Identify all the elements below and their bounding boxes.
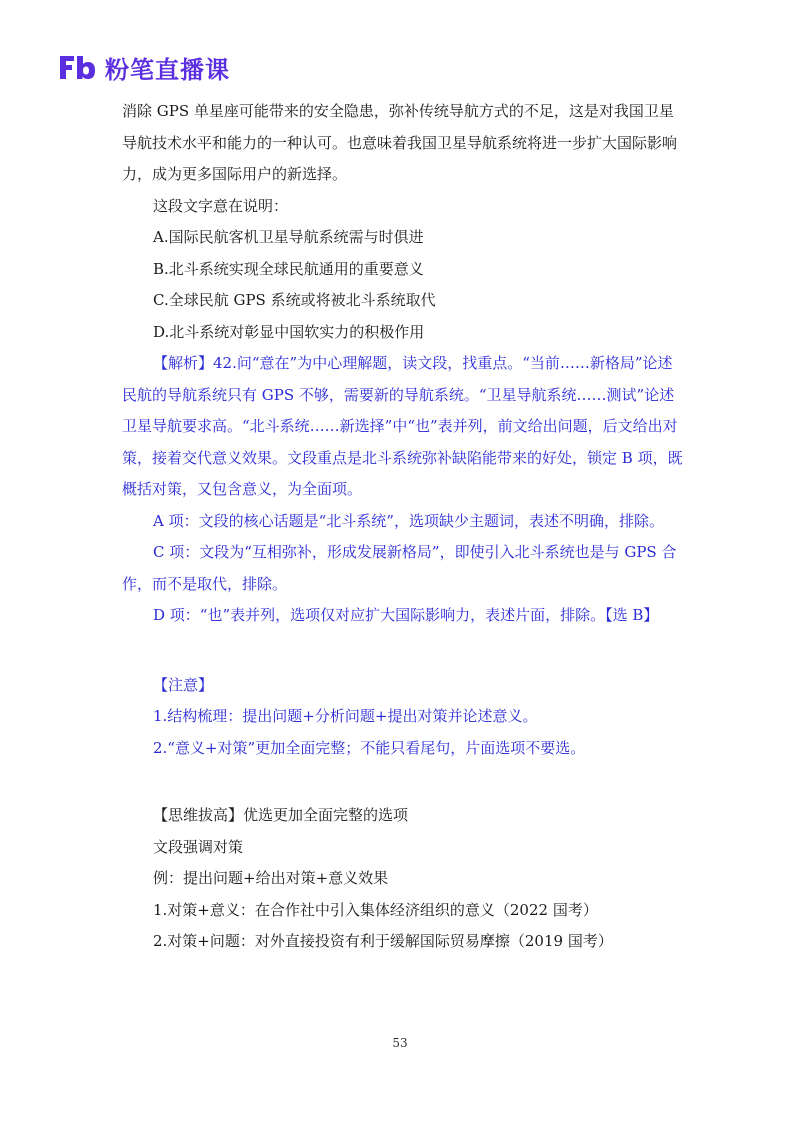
- thinking-title: 【思维拔高】优选更加全面完整的选项: [153, 806, 409, 824]
- note-item: 2.“意义+对策”更加全面完整；不能只看尾句，片面选项不要选。: [153, 738, 586, 757]
- brand-name: 粉笔直播课: [105, 55, 230, 84]
- page-number: 53: [392, 1036, 408, 1050]
- thinking-item: 2.对策+问题：对外直接投资有利于缓解国际贸易摩擦（2019 国考）: [153, 932, 613, 950]
- note-item: 1.结构梳理：提出问题+分析问题+提出对策并论述意义。: [153, 707, 538, 725]
- thinking-item: 1.对策+意义：在合作社中引入集体经济组织的意义（2022 国考）: [153, 900, 598, 919]
- document-body: [122, 96, 684, 958]
- option-c-analysis: C 项：文段为“互相弥补，形成发展新格局”，即使引入北斗系统也是与 GPS 合作，而不是取代，排除。: [122, 543, 677, 593]
- thinking-example: 例：提出问题+给出对策+意义效果: [153, 869, 389, 887]
- option-a: A.国际民航客机卫星导航系统需与时俱进: [153, 228, 424, 246]
- option-c: C.全球民航 GPS 系统或将被北斗系统取代: [153, 291, 436, 309]
- thinking-subtitle: 文段强调对策: [153, 837, 244, 856]
- fenbi-logo-icon: [57, 52, 97, 82]
- option-b: B.北斗系统实现全球民航通用的重要意义: [153, 259, 424, 278]
- note-title: 【注意】: [153, 675, 214, 694]
- spacer: [122, 764, 684, 800]
- option-a-analysis: A 项：文段的核心话题是“北斗系统”，选项缺少主题词，表述不明确，排除。: [153, 511, 664, 530]
- question-stem: 这段文字意在说明：: [153, 196, 289, 215]
- spacer: [122, 632, 684, 670]
- option-d: D.北斗系统对彰显中国软实力的积极作用: [153, 322, 425, 341]
- header: [57, 50, 230, 84]
- passage-text: 消除 GPS 单星座可能带来的安全隐患，弥补传统导航方式的不足，这是对我国卫星导航技术水平和能力的一种认可。也意味着我国卫星导航系统将进一步扩大国际影响力，成为更多国际用户的新选择。: [122, 102, 678, 183]
- analysis-paragraph: 【解析】42.问“意在”为中心理解题，读文段，找重点。“当前……新格局”论述民航的导航系统只有 GPS 不够，需要新的导航系统。“卫星导航系统……测试”论述卫星导航要求高。“北斗系统……新选择”中“也”表并列，前文给出问题，后文给出对策，接着交代意义效果。文段重点是北斗系统弥补缺陷能带来的好处，锁定 B 项，既概括对策，又包含意义，为全面项。: [122, 354, 683, 498]
- option-d-analysis: D 项：“也”表并列，选项仅对应扩大国际影响力，表述片面，排除。【选 B】: [153, 606, 659, 624]
